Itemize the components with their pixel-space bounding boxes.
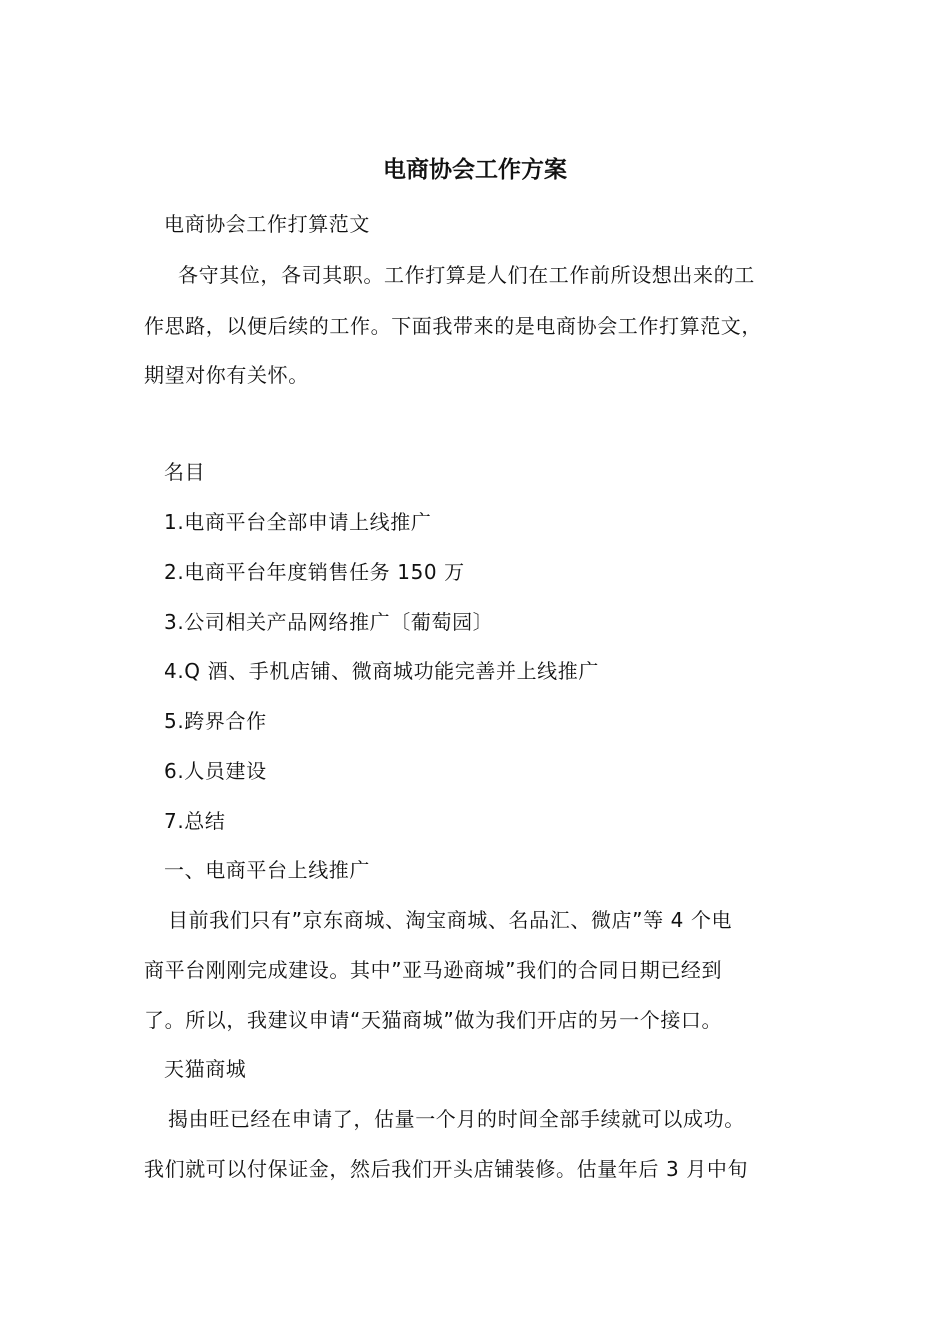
document-subtitle: 电商协会工作打算范文 <box>164 212 370 236</box>
tmall-heading: 天猫商城 <box>164 1057 247 1081</box>
intro-line-2: 作思路，以便后续的工作。下面我带来的是电商协会工作打算范文， <box>144 314 762 338</box>
toc-item-4: 4.Q 酒、手机店铺、微商城功能完善并上线推广 <box>164 659 599 683</box>
toc-item-1: 1.电商平台全部申请上线推广 <box>164 510 432 534</box>
section1-line-3: 了。所以，我建议申请“天猫商城”做为我们开店的另一个接口。 <box>144 1008 723 1032</box>
toc-item-7: 7.总结 <box>164 809 226 833</box>
tmall-line-1: 揭由旺已经在申请了，估量一个月的时间全部手续就可以成功。 <box>168 1107 745 1131</box>
section1-line-2: 商平台刚刚完成建设。其中”亚马逊商城”我们的合同日期已经到 <box>144 958 723 982</box>
toc-heading: 名目 <box>164 460 206 484</box>
toc-item-2: 2.电商平台年度销售任务 150 万 <box>164 560 465 584</box>
toc-item-3: 3.公司相关产品网络推广〔葡萄园〕 <box>164 610 494 634</box>
toc-item-5: 5.跨界合作 <box>164 709 267 733</box>
intro-line-3: 期望对你有关怀。 <box>144 363 309 387</box>
intro-line-1: 各守其位，各司其职。工作打算是人们在工作前所设想出来的工 <box>178 263 755 287</box>
section1-heading: 一、电商平台上线推广 <box>164 858 370 882</box>
document-title: 电商协会工作方案 <box>383 157 567 183</box>
section1-line-1: 目前我们只有”京东商城、淘宝商城、名品汇、微店”等 4 个电 <box>168 908 733 932</box>
toc-item-6: 6.人员建设 <box>164 759 267 783</box>
tmall-line-2: 我们就可以付保证金，然后我们开头店铺装修。估量年后 3 月中旬 <box>144 1157 749 1181</box>
